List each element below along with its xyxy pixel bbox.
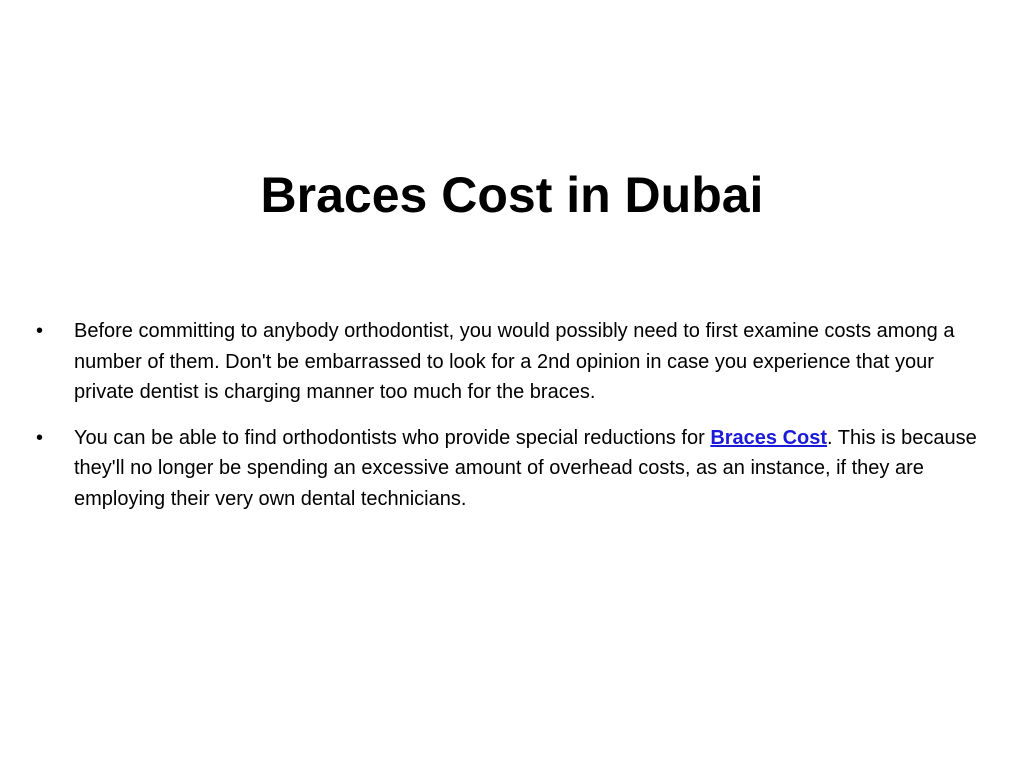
bullet-dot-icon: • bbox=[36, 320, 44, 342]
bullet-item bbox=[36, 316, 994, 408]
braces-cost-link[interactable]: Braces Cost bbox=[710, 426, 828, 449]
bullet-list bbox=[36, 316, 994, 529]
slide-title: Braces Cost in Dubai bbox=[260, 167, 764, 223]
bullet-text-before: You can be able to find orthodontists who provide special reductions for bbox=[74, 426, 711, 449]
bullet-text: Before committing to anybody orthodontist, you would possibly need to first examine costs among a number of them. Don't be embarrassed to look for a 2nd opinion in case you experience that your private dentist is charging manner too much for the braces. bbox=[74, 320, 955, 403]
bullet-dot-icon: • bbox=[36, 426, 44, 449]
bullet-text-after: . This is because they'll no longer be spending an excessive amount of overhead costs, as an instance, if they are employing their very own dental technicians. bbox=[74, 426, 977, 510]
bullet-item bbox=[36, 423, 994, 515]
